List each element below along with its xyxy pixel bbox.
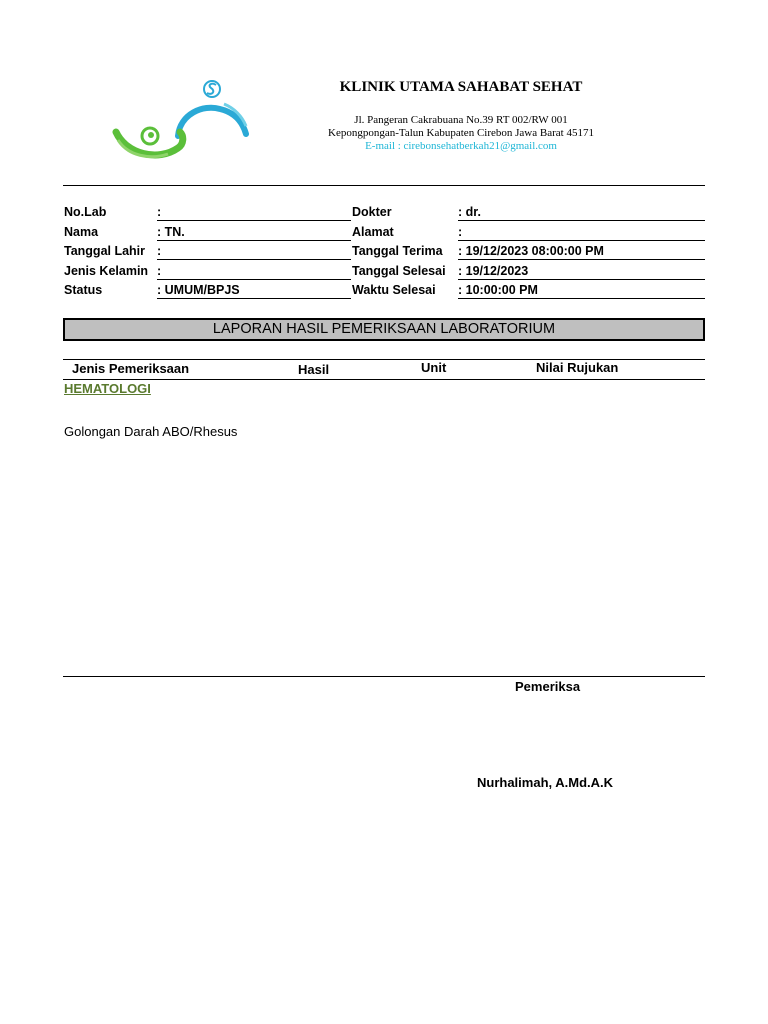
value-tanggal-lahir: : xyxy=(157,243,351,260)
label-status: Status xyxy=(64,283,103,297)
examiner-name: Nurhalimah, A.Md.A.K xyxy=(477,775,614,790)
value-alamat: : xyxy=(458,224,705,241)
exam-name: Golongan Darah ABO/Rhesus xyxy=(64,424,238,439)
label-tanggal-lahir: Tanggal Lahir xyxy=(64,244,146,258)
clinic-email: E-mail : cirebonsehatberkah21@gmail.com xyxy=(365,140,557,152)
label-waktu-selesai: Waktu Selesai xyxy=(352,283,436,297)
clinic-logo-icon xyxy=(108,74,253,166)
section-hematologi: HEMATOLOGI xyxy=(64,381,151,396)
report-title: LAPORAN HASIL PEMERIKSAAN LABORATORIUM xyxy=(63,318,705,341)
label-dokter: Dokter xyxy=(352,205,392,219)
table-row xyxy=(64,424,237,439)
column-header-unit: Unit xyxy=(421,360,447,375)
value-no-lab: : xyxy=(157,204,351,221)
value-tanggal-terima: : 19/12/2023 08:00:00 PM xyxy=(458,243,705,260)
column-header-nilai-rujukan: Nilai Rujukan xyxy=(536,360,619,375)
clinic-name: KLINIK UTAMA SAHABAT SEHAT xyxy=(339,79,583,95)
column-header-jenis-pemeriksaan: Jenis Pemeriksaan xyxy=(72,361,190,376)
label-no-lab: No.Lab xyxy=(64,205,107,219)
table-header-bottom-rule xyxy=(63,379,705,380)
value-jenis-kelamin: : xyxy=(157,263,351,280)
value-nama: : TN. xyxy=(157,224,351,241)
label-alamat: Alamat xyxy=(352,225,394,239)
label-tanggal-terima: Tanggal Terima xyxy=(352,244,443,258)
label-tanggal-selesai: Tanggal Selesai xyxy=(352,264,446,278)
clinic-address-line2: Kepongpongan-Talun Kabupaten Cirebon Jawa Barat 45171 xyxy=(328,127,594,139)
label-nama: Nama xyxy=(64,225,99,239)
value-tanggal-selesai: : 19/12/2023 xyxy=(458,263,705,280)
value-dokter: : dr. xyxy=(458,204,705,221)
header-divider xyxy=(63,185,705,186)
clinic-address-line1: Jl. Pangeran Cakrabuana No.39 RT 002/RW 001 xyxy=(354,114,568,126)
label-jenis-kelamin: Jenis Kelamin xyxy=(64,264,149,278)
value-waktu-selesai: : 10:00:00 PM xyxy=(458,282,705,299)
examiner-label: Pemeriksa xyxy=(515,679,581,694)
footer-divider xyxy=(63,676,705,677)
column-header-hasil: Hasil xyxy=(298,362,330,377)
value-status: : UMUM/BPJS xyxy=(157,282,351,299)
clinic-logo xyxy=(108,74,253,166)
